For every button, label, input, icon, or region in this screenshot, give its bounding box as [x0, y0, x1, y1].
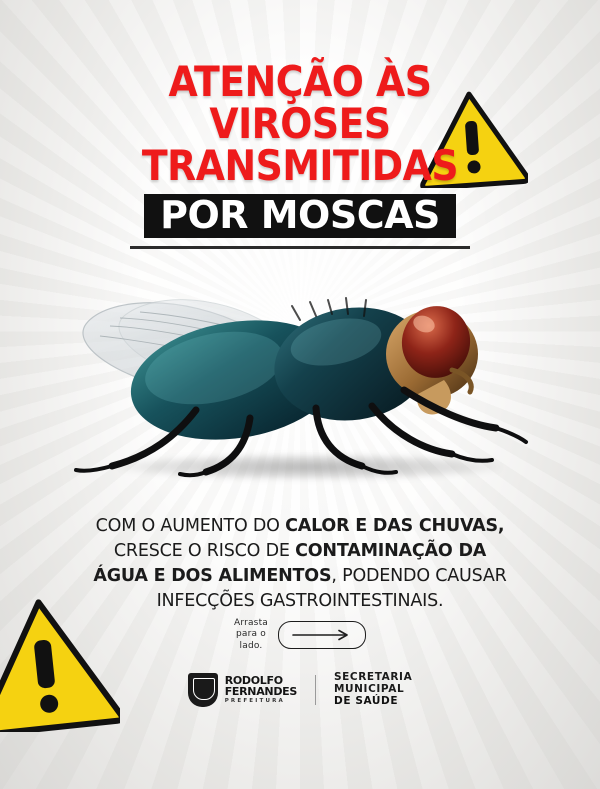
body-copy: [0, 514, 600, 613]
body-line-2-pre: CRESCE O RISCO DE: [113, 540, 296, 561]
city-name-line-2: FERNANDES: [224, 685, 297, 699]
headline-block: [0, 57, 600, 249]
coat-of-arms-icon: [188, 673, 218, 707]
arrow-right-icon: [291, 629, 353, 641]
body-line-1: [0, 514, 600, 539]
headline-underline: [130, 246, 470, 249]
swipe-label-line-2: para o: [235, 629, 266, 640]
health-secretary-logo: [334, 672, 412, 707]
body-line-1-bold: CALOR E DAS CHUVAS,: [285, 516, 505, 536]
city-name-line-3: PREFEITURA: [224, 697, 285, 704]
headline-line-2: VIROSES: [209, 98, 391, 148]
city-name-line-1: RODOLFO: [224, 673, 283, 687]
headline-line-1: ATENÇÃO ÀS: [168, 57, 432, 106]
housefly-image: [0, 258, 600, 508]
swipe-pill[interactable]: [278, 621, 366, 649]
secretary-line-1: SECRETARIA: [334, 671, 413, 683]
body-line-1-pre: COM O AUMENTO DO: [95, 516, 286, 536]
secretary-line-3: DE SAÚDE: [334, 694, 399, 707]
city-hall-logo-text: [225, 675, 297, 705]
body-line-4: INFECÇÕES GASTROINTESTINAIS.: [156, 590, 444, 611]
body-line-3: [0, 564, 600, 589]
headline-band: POR MOSCAS: [144, 194, 456, 238]
warning-triangle-icon-secondary: [0, 596, 120, 732]
fly-ground-shadow: [120, 454, 500, 480]
logo-divider: [315, 675, 316, 705]
swipe-hint[interactable]: [0, 618, 600, 652]
footer-logos: [0, 672, 600, 707]
body-line-3-bold: ÁGUA E DOS ALIMENTOS: [93, 565, 332, 586]
swipe-label-line-3: lado.: [239, 640, 263, 651]
headline-line-3: TRANSMITIDAS: [141, 140, 459, 190]
swipe-label: [234, 618, 268, 652]
body-line-2: [0, 539, 600, 564]
secretary-line-2: MUNICIPAL: [334, 682, 405, 695]
body-line-2-bold: CONTAMINAÇÃO DA: [295, 540, 487, 561]
swipe-label-line-1: Arrasta: [233, 618, 269, 628]
body-line-3-post: , PODENDO CAUSAR: [331, 565, 507, 586]
city-hall-logo: [188, 673, 297, 707]
